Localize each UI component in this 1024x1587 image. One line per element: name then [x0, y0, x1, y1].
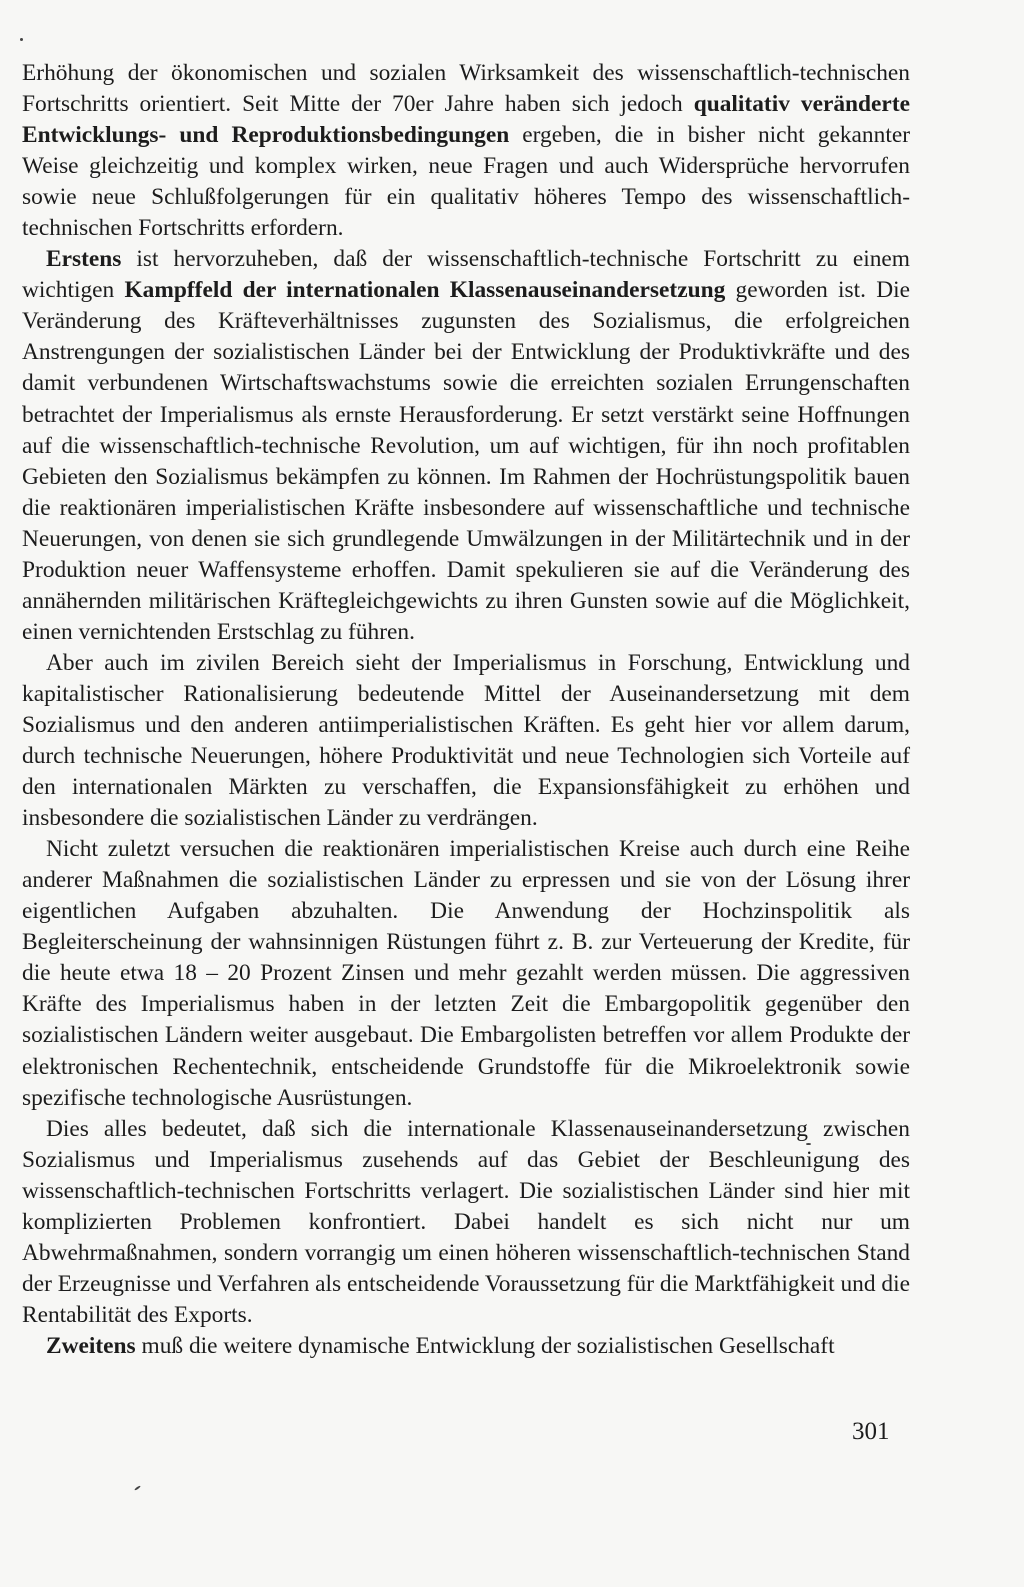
- paragraph-3: [22, 648, 910, 834]
- body-text: [22, 58, 910, 1362]
- text-run: Dies alles bedeutet, daß sich die internationale Klassenauseinandersetzung zwischen Sozialismus und Imperialismus zusehends auf das Gebiet der Beschleunigung des wissenschaftlich-technischen Fortschritts verlagert. Die sozialistischen Länder sind hier mit komplizierten Problemen konfrontiert. Dabei handelt es sich nicht nur um Abwehrmaßnahmen, sondern vorrangig um einen höheren wissenschaftlich-technischen Stand der Erzeugnisse und Verfahren als entscheidende Voraussetzung für die Marktfähigkeit und die Rentabilität des Exports.: [22, 1115, 910, 1328]
- text-run: geworden ist. Die Veränderung des Kräfteverhältnisses zugunsten des Sozialismus, die erfolgreichen Anstrengungen der sozialistischen Länder bei der Entwicklung der Produktivkräfte und des damit verbundenen Wirtschaftswachstums sowie die erreichten sozialen Errungenschaften betrachtet der Imperialismus als ernste Herausforderung. Er setzt verstärkt seine Hoffnungen auf die wissenschaftlich-technische Revolution, um auf wichtigen, für ihn noch profitablen Gebieten den Sozialismus bekämpfen zu können. Im Rahmen der Hochrüstungspolitik bauen die reaktionären imperialistischen Kräfte insbesondere auf wissenschaftliche und technische Neuerungen, von denen sie sich grundlegende Umwälzungen in der Militärtechnik und in der Produktion neuer Waffensysteme erhoffen. Damit spekulieren sie auf die Veränderung des annähernden militärischen Kräftegleichgewichts zu ihren Gunsten sowie auf die Möglichkeit, einen vernichtenden Erstschlag zu führen.: [22, 277, 910, 645]
- text-run: Erhöhung der ökonomischen und sozialen Wirksamkeit des wissenschaftlich-technischen Fortschritts orientiert. Seit Mitte der 70er Jahre haben sich jedoch: [22, 60, 910, 118]
- emphasis-kampffeld: Kampffeld der internationalen Klassenauseinandersetzung: [124, 277, 726, 304]
- emphasis-qualitativ-veraenderte: qualitativ veränderte Entwicklungs- und Reproduktionsbedingungen: [22, 91, 910, 149]
- paragraph-6: [22, 1331, 910, 1362]
- paragraph-5: [22, 1114, 910, 1331]
- scan-speck: [20, 38, 23, 41]
- text-run: ergeben, die in bisher nicht gekannter Weise gleichzeitig und komplex wirken, neue Fragen und auch Widersprüche hervorrufen sowie neue Schlußfolgerungen für ein qualitativ höheres Tempo des wissenschaftlich-technischen Fortschritts erfordern.: [22, 122, 910, 242]
- text-run: muß die weitere dynamische Entwicklung der sozialistischen Gesellschaft: [135, 1332, 835, 1359]
- emphasis-erstens: Erstens: [46, 246, 122, 273]
- text-run: ist hervorzuheben, daß der wissenschaftlich-technische Fortschritt zu einem wichtigen: [22, 246, 910, 304]
- text-run: Aber auch im zivilen Bereich sieht der Imperialismus in Forschung, Entwicklung und kapitalistischer Rationalisierung bedeutende Mittel der Auseinandersetzung mit dem Sozialismus und den anderen antiimperialistischen Kräften. Es geht hier vor allem darum, durch technische Neuerungen, höhere Produktivität und neue Technologien sich Vorteile auf den internationalen Märkten zu verschaffen, die Expansionsfähigkeit zu erhöhen und insbesondere die sozialistischen Länder zu verdrängen.: [22, 649, 910, 832]
- text-run: Nicht zuletzt versuchen die reaktionären imperialistischen Kreise auch durch eine Reihe anderer Maßnahmen die sozialistischen Länder zu erpressen und sie von der Lösung ihrer eigentlichen Aufgaben abzuhalten. Die Anwendung der Hochzinspolitik als Begleiterscheinung der wahnsinnigen Rüstungen führt z. B. zur Verteuerung der Kredite, für die heute etwa 18 – 20 Prozent Zinsen und mehr gezahlt werden müssen. Die aggressiven Kräfte des Imperialismus haben in der letzten Zeit die Embargopolitik gegenüber den sozialistischen Ländern weiter ausgebaut. Die Embargolisten betreffen vor allem Produkte der elektronischen Rechentechnik, entscheidende Grundstoffe für die Mikroelektronik sowie spezifische technologische Ausrüstungen.: [22, 836, 910, 1111]
- paragraph-1: [22, 58, 910, 244]
- page-number: 301: [852, 1418, 890, 1445]
- scan-speck: [806, 1143, 811, 1145]
- paragraph-2: [22, 244, 910, 648]
- paragraph-4: [22, 834, 910, 1113]
- emphasis-zweitens: Zweitens: [46, 1332, 136, 1359]
- scan-speck: [134, 1485, 141, 1491]
